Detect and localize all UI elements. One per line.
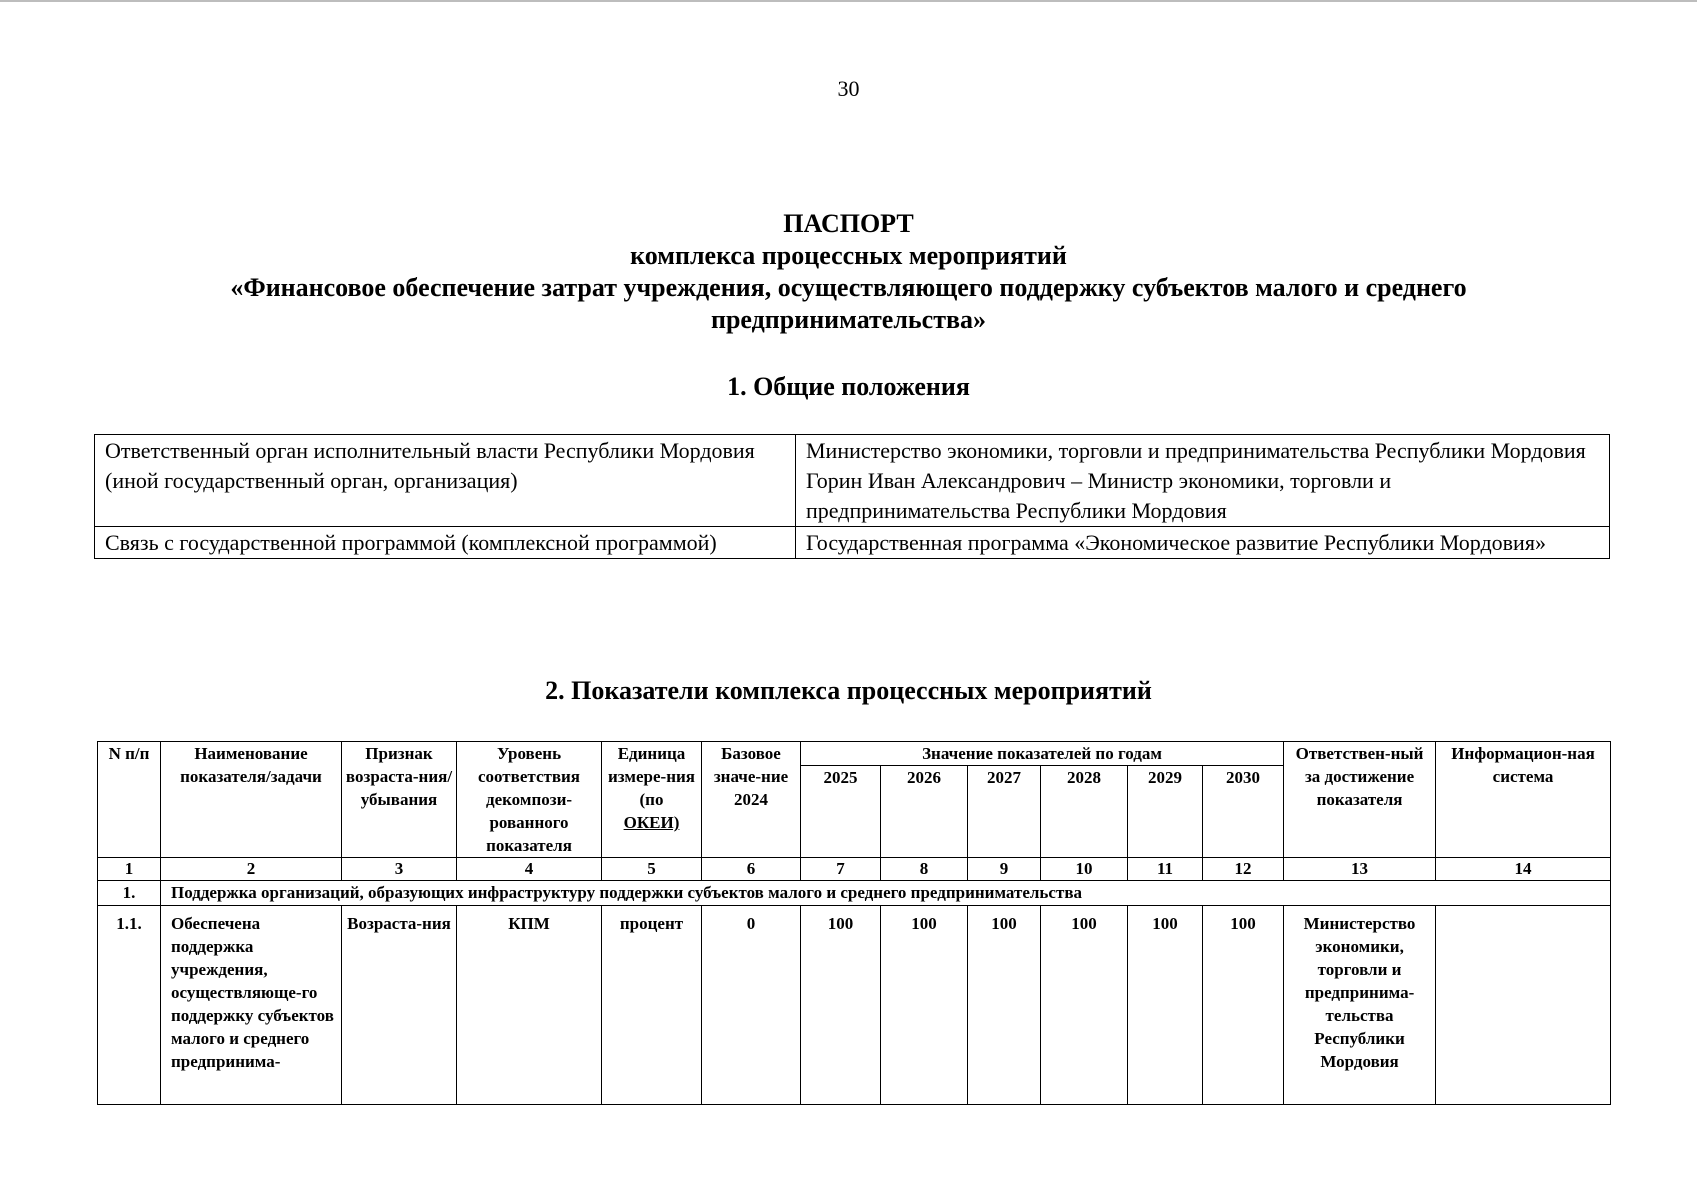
section2-title: 2. Показатели комплекса процессных мероприятий: [545, 676, 1152, 705]
scan-top-edge: [0, 0, 1697, 2]
page-number: 30: [837, 76, 860, 101]
column-number: 3: [342, 858, 457, 881]
row-value: 100: [1128, 906, 1203, 1105]
indicators-table: [97, 741, 1611, 1105]
header-info-system: Информацион-ная система: [1436, 742, 1611, 858]
header-years-group: Значение показателей по годам: [801, 742, 1284, 766]
header-unit: [602, 742, 702, 858]
general-label: Связь с государственной программой (комплексной программой): [95, 527, 796, 559]
header-sign: Признак возраста-ния/ убывания: [342, 742, 457, 858]
general-label: Ответственный орган исполнительный власти Республики Мордовия (иной государственный орган, организация): [95, 435, 796, 527]
column-number: 5: [602, 858, 702, 881]
table-section-row: [98, 881, 1611, 906]
row-name: Обеспечена поддержка учреждения, осуществляюще-го поддержку субъектов малого и среднего предпринима-: [161, 906, 342, 1105]
general-value-line: Государственная программа «Экономическое развитие Республики Мордовия»: [806, 530, 1546, 555]
header-year: 2028: [1041, 766, 1128, 858]
row-sign: Возраста-ния: [342, 906, 457, 1105]
row-responsible: Министерство экономики, торговли и предпринима-тельства Республики Мордовия: [1284, 906, 1436, 1105]
column-number: 2: [161, 858, 342, 881]
row-value: 100: [1203, 906, 1284, 1105]
header-year: 2029: [1128, 766, 1203, 858]
row-value: 100: [801, 906, 881, 1105]
section1-title: 1. Общие положения: [727, 372, 970, 401]
row-value: 100: [881, 906, 968, 1105]
row-value: 100: [1041, 906, 1128, 1105]
header-year: 2025: [801, 766, 881, 858]
general-provisions-table: [94, 434, 1610, 559]
general-value-line: Горин Иван Александрович – Министр экономики, торговли и предпринимательства Республики Мордовия: [806, 468, 1392, 523]
header-unit-okei: ОКЕИ): [623, 813, 680, 832]
header-year: 2027: [968, 766, 1041, 858]
header-responsible: Ответствен-ный за достижение показателя: [1284, 742, 1436, 858]
heading-name-line2: предпринимательства»: [710, 305, 987, 334]
general-value: [796, 527, 1610, 559]
column-numbers-row: [98, 858, 1611, 881]
row-num: 1.1.: [98, 906, 161, 1105]
column-number: 4: [457, 858, 602, 881]
header-year: 2030: [1203, 766, 1284, 858]
general-row: [95, 527, 1610, 559]
header-base: Базовое значе-ние 2024: [702, 742, 801, 858]
header-unit-main: Единица измере-ния (по: [608, 744, 695, 809]
column-number: 1: [98, 858, 161, 881]
row-value: 100: [968, 906, 1041, 1105]
table-row: [98, 906, 1611, 1105]
section-row-text: Поддержка организаций, образующих инфраструктуру поддержки субъектов малого и среднего предпринимательства: [161, 881, 1611, 906]
heading-subtitle: комплекса процессных мероприятий: [630, 241, 1067, 270]
row-level: КПМ: [457, 906, 602, 1105]
column-number: 7: [801, 858, 881, 881]
header-name: Наименование показателя/задачи: [161, 742, 342, 858]
column-number: 11: [1128, 858, 1203, 881]
header-num: N п/п: [98, 742, 161, 858]
column-number: 8: [881, 858, 968, 881]
document-heading: [100, 208, 1597, 336]
header-level: Уровень соответствия декомпози-рованного показателя: [457, 742, 602, 858]
column-number: 12: [1203, 858, 1284, 881]
row-unit: процент: [602, 906, 702, 1105]
general-row: [95, 435, 1610, 527]
section-row-num: 1.: [98, 881, 161, 906]
header-year: 2026: [881, 766, 968, 858]
column-number: 9: [968, 858, 1041, 881]
column-number: 14: [1436, 858, 1611, 881]
row-base: 0: [702, 906, 801, 1105]
row-info-system: [1436, 906, 1611, 1105]
heading-title: ПАСПОРТ: [783, 209, 914, 238]
column-number: 13: [1284, 858, 1436, 881]
heading-name-line1: «Финансовое обеспечение затрат учреждения, осуществляющего поддержку субъектов малого и среднего: [230, 273, 1467, 302]
general-value: [796, 435, 1610, 527]
general-value-line: Министерство экономики, торговли и предпринимательства Республики Мордовия: [806, 438, 1586, 463]
column-number: 6: [702, 858, 801, 881]
column-number: 10: [1041, 858, 1128, 881]
table-header-row: [98, 742, 1611, 766]
